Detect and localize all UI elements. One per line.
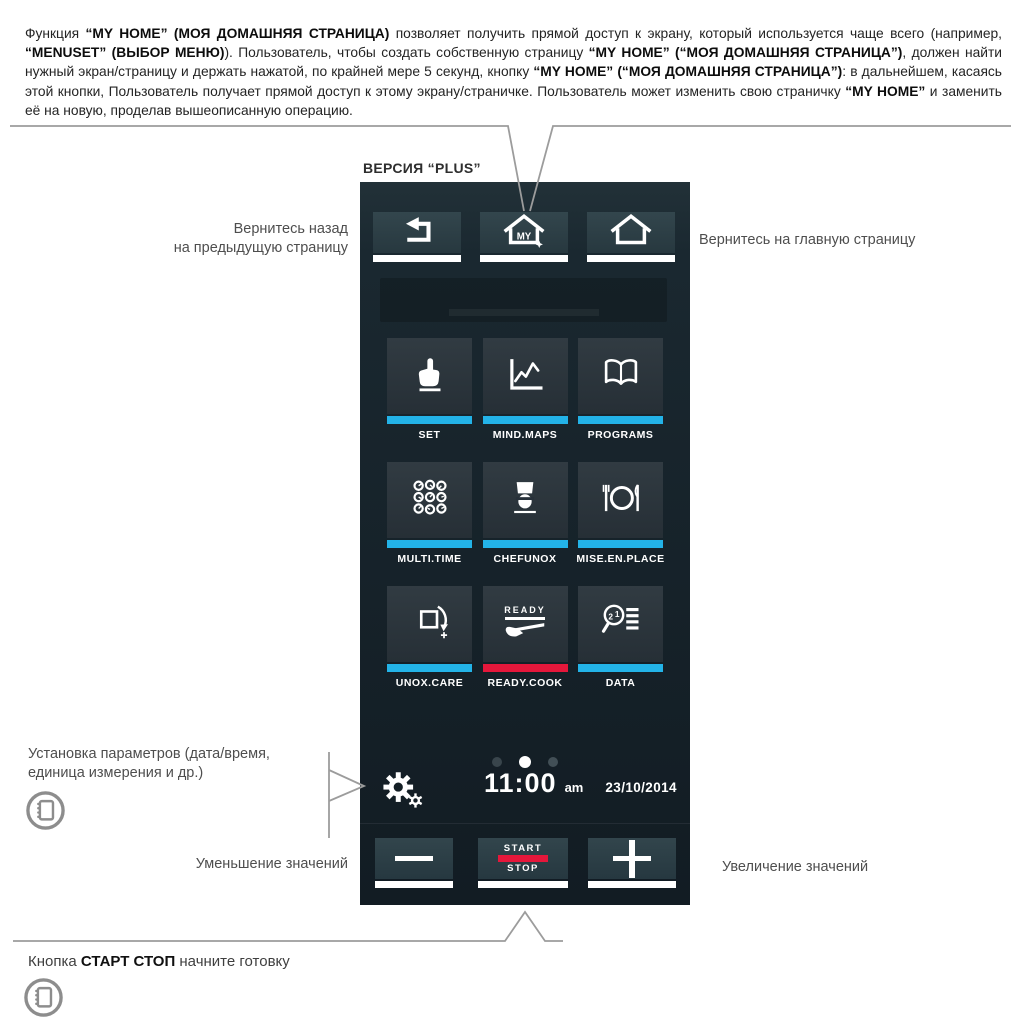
tile-label: SET [418, 429, 441, 441]
home-button[interactable] [587, 212, 675, 262]
annotation-home: Вернитесь на главную страницу [699, 232, 916, 248]
button-underline [373, 255, 461, 262]
tile-accent-bar [387, 540, 472, 548]
button-underline [375, 881, 453, 888]
svg-text:1: 1 [614, 608, 619, 619]
home-house-icon [607, 210, 655, 256]
tile-label: MULTI.TIME [397, 553, 462, 565]
plus-icon [613, 840, 651, 878]
tile-programs[interactable] [578, 338, 663, 442]
plate-cutlery-icon [600, 477, 642, 524]
tile-accent-bar [578, 664, 663, 672]
tile-accent-bar [578, 540, 663, 548]
meridiem-label: am [564, 780, 584, 795]
multi-timer-icon [409, 477, 451, 524]
booklet-in-circle-icon [22, 976, 65, 1024]
chef-icon [505, 478, 545, 523]
panel-divider [360, 823, 690, 824]
tile-set[interactable] [387, 338, 472, 442]
stop-label: STOP [507, 863, 539, 874]
ready-tray-icon [503, 621, 547, 643]
tile-label: READY.COOK [487, 677, 563, 689]
intro-paragraph: Функция “MY HOME” (МОЯ ДОМАШНЯЯ СТРАНИЦА) позволяет получить прямой доступ к экрану, который используется чаще всего (например, “MENUSET” (ВЫБОР МЕНЮ)). Пользователь, чтобы создать собственную страницу “MY HOME” (“МОЯ ДОМАШНЯЯ СТРАНИЦА”), должен найти нужный экран/страницу и держать нажатой, по крайней мере 5 секунд, кнопку “MY HOME” (“МОЯ ДОМАШНЯЯ СТРАНИЦА”): в дальнейшем, касаясь этой кнопки, Пользователь получает прямой доступ к этому экрану/страничке. Пользователь может изменить свою страничку “MY HOME” и заменить её на новую, проделав вышеописанную операцию. [25, 25, 1003, 118]
start-stop-red-bar [498, 855, 548, 862]
search-data-icon [600, 601, 642, 648]
annotation-start-stop: Кнопка СТАРТ СТОП начните готовку [28, 953, 290, 970]
function-tile-grid [387, 338, 664, 690]
settings-button[interactable] [382, 768, 426, 810]
time-value: 11:00 [484, 768, 557, 798]
tile-mind-maps[interactable] [483, 338, 568, 442]
annotation-back: Вернитесь назад на предыдущую страницу [173, 221, 348, 257]
start-stop-button[interactable] [478, 838, 568, 888]
date-value: 23/10/2014 [605, 780, 677, 795]
tile-mise-en-place[interactable] [578, 462, 663, 566]
line-chart-icon [504, 353, 546, 400]
tile-unox-care[interactable] [387, 586, 472, 690]
tile-accent-bar [483, 664, 568, 672]
tile-accent-bar [483, 416, 568, 424]
tile-label: DATA [605, 677, 636, 689]
svg-text:MY: MY [516, 230, 532, 242]
ghost-header-area [380, 278, 667, 322]
button-underline [588, 881, 676, 888]
button-underline [480, 255, 568, 262]
tile-chefunox[interactable] [483, 462, 568, 566]
tile-label: MISE.EN.PLACE [576, 553, 665, 565]
touch-hand-icon [409, 353, 451, 400]
button-underline [478, 881, 568, 888]
decrease-button[interactable] [375, 838, 453, 888]
tile-data[interactable] [578, 586, 663, 690]
button-underline [587, 255, 675, 262]
ghost-text-remnant [449, 309, 599, 316]
open-book-icon [600, 353, 642, 400]
rotation-care-icon [409, 601, 451, 648]
tile-label: MIND.MAPS [492, 429, 558, 441]
tile-label: PROGRAMS [587, 429, 654, 441]
annotation-decrease: Уменьшение значений [195, 856, 348, 872]
my-home-house-icon [500, 210, 548, 256]
version-label: ВЕРСИЯ “PLUS” [363, 160, 481, 176]
booklet-in-circle-icon [24, 789, 67, 837]
tile-label: CHEFUNOX [493, 553, 557, 565]
tile-accent-bar [387, 416, 472, 424]
gears-icon [382, 797, 426, 814]
status-row [360, 766, 690, 812]
increase-button[interactable] [588, 838, 676, 888]
back-button[interactable] [373, 212, 461, 262]
tile-ready-cook[interactable] [483, 586, 568, 690]
tile-multi-time[interactable] [387, 462, 472, 566]
minus-icon [395, 856, 433, 862]
ready-underline [505, 617, 545, 620]
oven-touchscreen-panel [360, 182, 690, 905]
annotation-settings: Установка параметров (дата/время, единица измерения и др.) [28, 746, 270, 782]
my-home-button[interactable] [480, 212, 568, 262]
tile-accent-bar [483, 540, 568, 548]
tile-accent-bar [387, 664, 472, 672]
clock-display [484, 768, 677, 799]
return-arrow-icon [394, 212, 440, 253]
tile-accent-bar [578, 416, 663, 424]
annotation-increase: Увеличение значений [722, 859, 869, 875]
ready-text: READY [504, 605, 546, 615]
svg-text:2: 2 [607, 610, 613, 621]
tile-label: UNOX.CARE [395, 677, 464, 689]
start-label: START [503, 842, 543, 854]
